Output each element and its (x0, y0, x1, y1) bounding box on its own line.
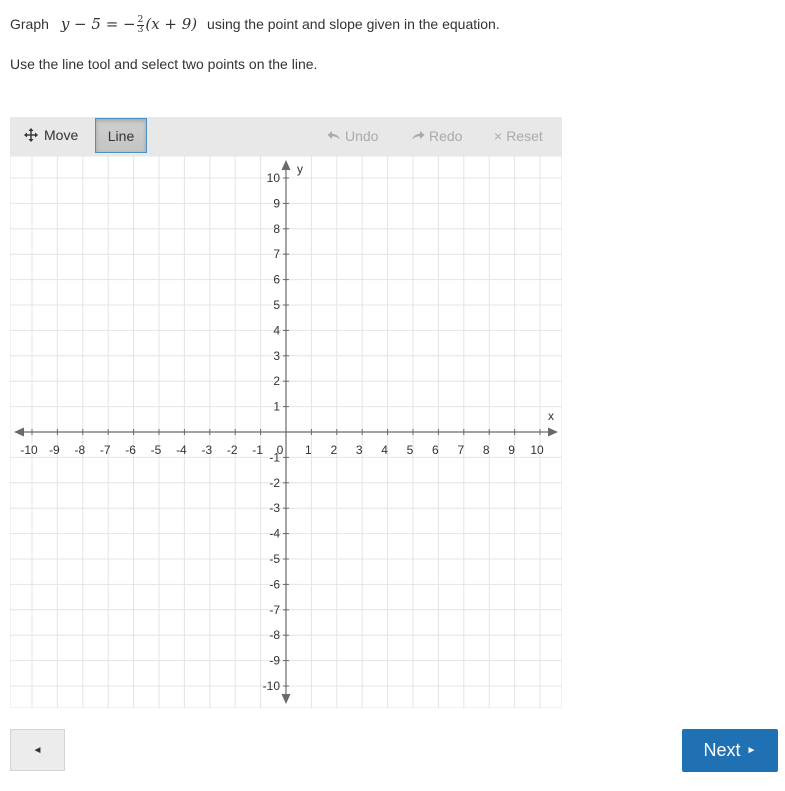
undo-label: Undo (345, 128, 379, 144)
redo-button[interactable] (411, 128, 462, 144)
move-tool-button[interactable] (24, 127, 78, 143)
y-tick-label: 5 (273, 298, 280, 312)
fraction-numerator: 2 (137, 14, 144, 25)
y-tick-label: 10 (266, 171, 280, 185)
y-tick-label: 3 (273, 348, 280, 363)
x-tick-label: -7 (99, 443, 111, 457)
equation (61, 15, 197, 33)
x-tick-label: 8 (482, 443, 490, 457)
next-arrow-icon: ► (746, 745, 757, 756)
y-tick-label: 1 (273, 399, 280, 414)
question-text (10, 14, 500, 35)
graph-canvas[interactable] (10, 156, 562, 708)
x-tick-label: 3 (355, 443, 363, 457)
y-tick-label: 7 (273, 247, 280, 262)
x-tick-label: 4 (381, 443, 388, 457)
y-tick-label: 8 (273, 221, 280, 236)
reset-label: Reset (506, 128, 543, 144)
x-tick-label: -9 (49, 443, 60, 457)
x-tick-label: 0 (276, 443, 284, 457)
equation-fraction (137, 16, 145, 35)
y-tick-label: -9 (269, 653, 280, 668)
move-arrows-icon (24, 128, 38, 142)
next-button[interactable] (682, 729, 778, 772)
x-tick-label: -6 (125, 443, 136, 457)
x-axis-label: x (548, 409, 554, 423)
question-prefix: Graph (10, 16, 49, 32)
undo-button[interactable] (327, 128, 378, 144)
x-tick-label: 7 (457, 443, 465, 457)
back-button[interactable] (10, 729, 65, 771)
line-label: Line (107, 127, 135, 144)
y-tick-label: -1 (269, 450, 280, 465)
x-tick-label: 2 (330, 443, 338, 457)
x-tick-label: 10 (530, 443, 544, 457)
x-icon: × (494, 128, 503, 144)
fraction-denominator: 3 (137, 24, 144, 35)
y-tick-label: -4 (269, 526, 280, 541)
x-tick-label: 1 (305, 443, 312, 457)
x-tick-label: 5 (406, 443, 414, 457)
y-tick-label: -10 (262, 679, 280, 693)
equation-lhs: y − 5 = − (60, 15, 136, 33)
x-tick-label: 6 (432, 443, 439, 457)
x-tick-label: -3 (201, 443, 213, 457)
undo-arrow-icon (327, 130, 341, 142)
x-tick-label: -10 (20, 443, 38, 457)
graph-toolbar (10, 117, 562, 156)
question-suffix: using the point and slope given in the equation. (207, 16, 500, 32)
x-tick-label: -5 (150, 443, 162, 457)
x-tick-label: 9 (508, 443, 515, 457)
back-arrow-icon: ◄ (32, 744, 43, 756)
y-tick-label: -2 (269, 475, 280, 490)
x-tick-label: -1 (252, 443, 263, 457)
y-tick-label: 2 (273, 374, 280, 389)
y-tick-label: -8 (269, 628, 280, 643)
y-tick-label: -7 (269, 602, 280, 617)
coordinate-grid[interactable] (10, 156, 562, 708)
y-axis-label: y (297, 162, 303, 176)
y-tick-label: -3 (269, 501, 280, 516)
move-label: Move (44, 127, 79, 143)
y-tick-label: 9 (273, 196, 280, 211)
redo-label: Redo (429, 128, 463, 144)
x-tick-label: -8 (74, 443, 86, 457)
redo-arrow-icon (411, 130, 425, 142)
x-tick-label: -4 (176, 443, 187, 457)
y-tick-label: 6 (273, 272, 280, 287)
reset-button[interactable] (494, 128, 543, 144)
line-tool-button[interactable] (95, 118, 147, 153)
y-tick-label: -6 (269, 577, 280, 592)
y-tick-label: -5 (269, 552, 280, 566)
y-tick-label: 4 (273, 323, 280, 338)
next-label: Next (703, 740, 741, 760)
instruction-text: Use the line tool and select two points on the line. (10, 56, 318, 72)
x-tick-label: -2 (226, 443, 238, 457)
equation-rhs: (x + 9) (145, 15, 198, 33)
